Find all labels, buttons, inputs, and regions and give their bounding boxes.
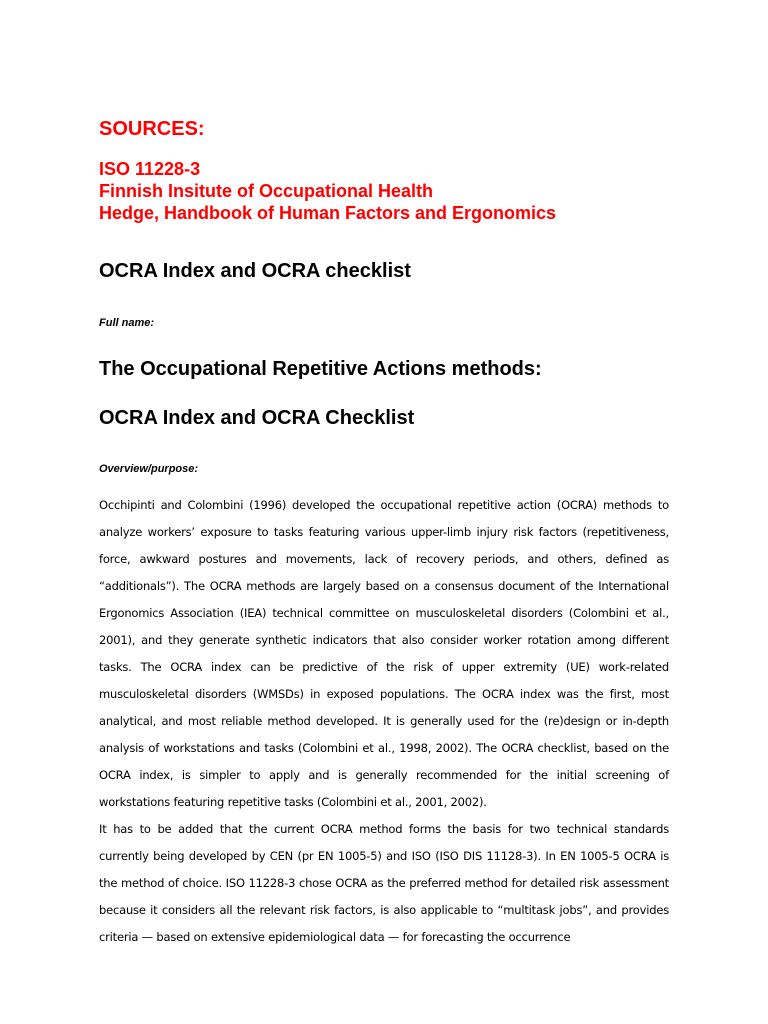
source-item: ISO 11228-3 xyxy=(99,159,201,179)
body-text xyxy=(99,492,669,951)
sources-list xyxy=(99,158,556,224)
ocra-index-heading: OCRA Index and OCRA checklist xyxy=(99,260,411,282)
source-item: Hedge, Handbook of Human Factors and Ergonomics xyxy=(99,203,557,223)
full-name-label: Full name: xyxy=(99,317,155,329)
ocra-checklist-heading: OCRA Index and OCRA Checklist xyxy=(99,407,415,429)
paragraph: Occhipinti and Colombini (1996) developed the occupational repetitive action (OCRA) methods to analyze workers’ exposure to tasks featuring various upper-limb injury risk factors (repetitiveness, force, awkward postures and movements, lack of recovery periods, and others, defined as “additionals”). The OCRA methods are largely based on a consensus document of the International Ergonomics Association (IEA) technical committee on musculoskeletal disorders (Colombini et al., 2001), and they generate synthetic indicators that also consider worker rotation among different tasks. The OCRA index can be predictive of the risk of upper extremity (UE) work-related musculoskeletal disorders (WMSDs) in exposed populations. The OCRA index was the first, most analytical, and most reliable method developed. It is generally used for the (re)design or in-depth analysis of workstations and tasks (Colombini et al., 1998, 2002). The OCRA checklist, based on the OCRA index, is simpler to apply and is generally recommended for the initial screening of workstations featuring repetitive tasks (Colombini et al., 2001, 2002). xyxy=(99,498,669,809)
paragraph: It has to be added that the current OCRA method forms the basis for two technical standards currently being developed by CEN (pr EN 1005-5) and ISO (ISO DIS 11128-3). In EN 1005-5 OCRA is the method of choice. ISO 11228-3 chose OCRA as the preferred method for detailed risk assessment because it considers all the relevant risk factors, is also applicable to “multitask jobs”, and provides criteria — based on extensive epidemiological data — for forecasting the occurrence xyxy=(99,822,669,944)
methods-title: The Occupational Repetitive Actions methods: xyxy=(99,358,542,380)
source-item: Finnish Insitute of Occupational Health xyxy=(99,181,434,201)
overview-label: Overview/purpose: xyxy=(99,463,199,475)
sources-title: SOURCES: xyxy=(99,118,205,140)
